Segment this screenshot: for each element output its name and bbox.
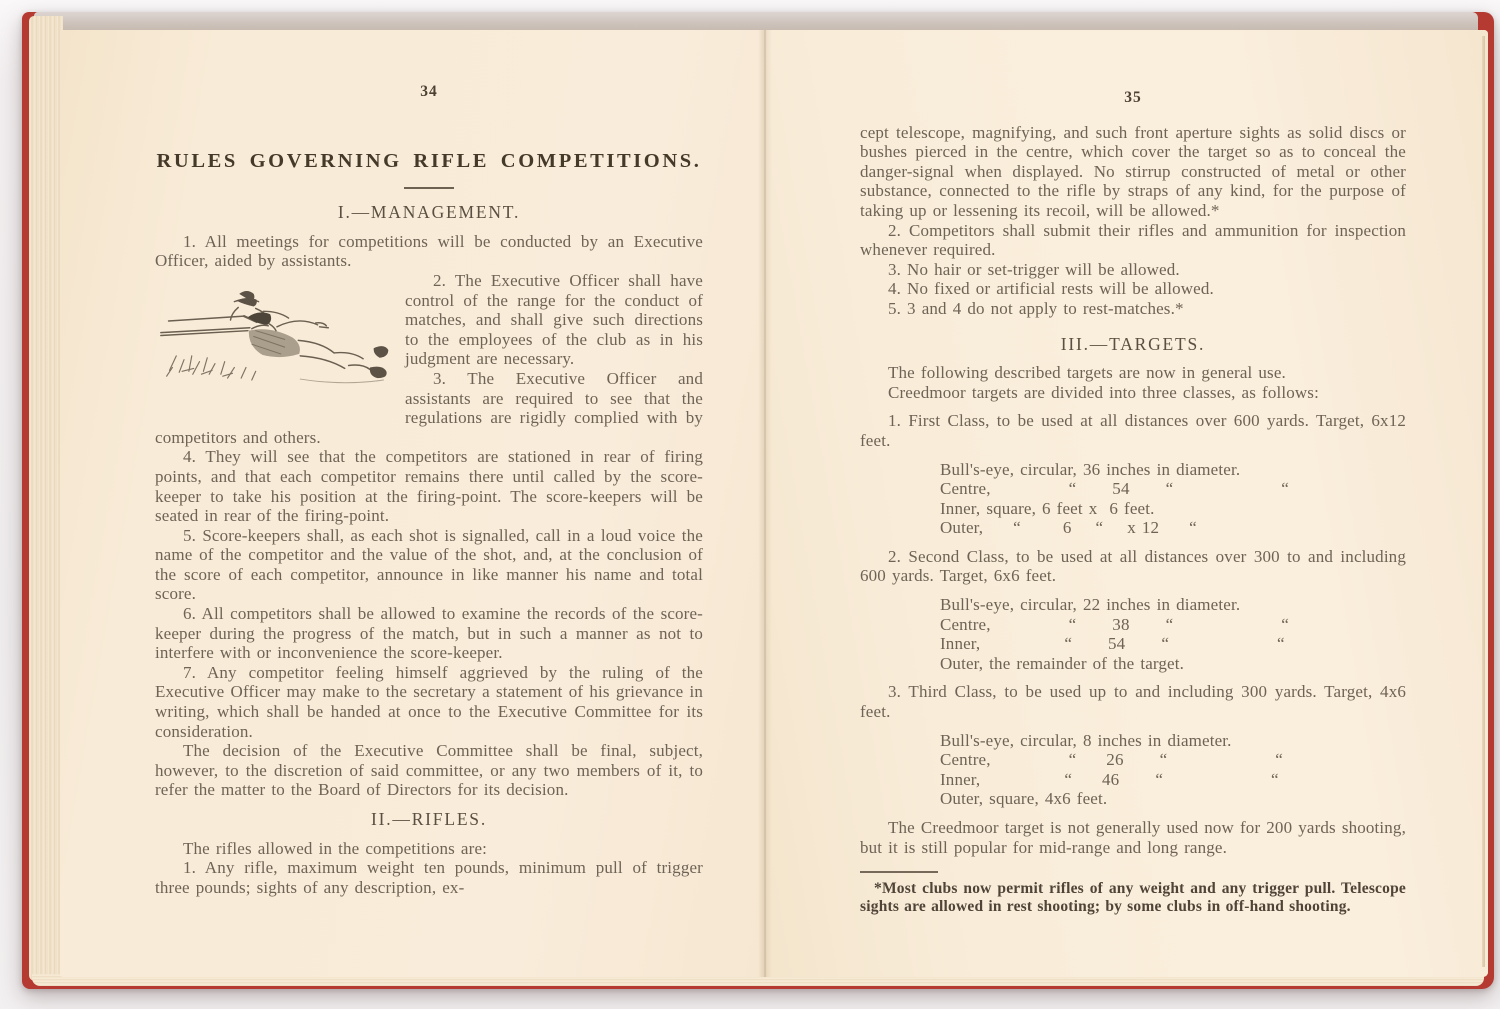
paragraph-management-8: The decision of the Executive Committee shall be final, subject, however, to the discretion of said committee, or any two members of it, to refer the matter to the Board of Directors for its decision. <box>155 741 703 800</box>
paragraph-targets-intro-1: The following described targets are now in general use. <box>888 363 1286 383</box>
paragraph-rifles-4: 4. No fixed or artificial rests will be allowed. <box>888 279 1214 299</box>
footnote-text: *Most clubs now permit rifles of any weight and any trigger pull. Telescope sights are allowed in rest shooting; by some clubs in off-hand shooting. <box>860 879 1406 915</box>
spec-line: Bull's-eye, circular, 36 inches in diameter. <box>940 459 1241 479</box>
third-class-target-specs <box>940 731 1406 809</box>
paragraph-third-class: 3. Third Class, to be used up to and including 300 yards. Target, 4x6 feet. <box>860 682 1406 722</box>
paragraph-management-4: 4. They will see that the competitors are stationed in rear of firing points, and that each competitor remains there until called by the score-keeper to take his position at the firing-point. The score-keepers will be seated in rear of the firing-point. <box>155 447 703 526</box>
page-title: RULES GOVERNING RIFLE COMPETITIONS. <box>156 149 702 172</box>
paragraph-rifles-continuation: cept telescope, magnifying, and such front aperture sights as solid discs or bushes pierced in the centre, which cover the target so as to conceal the danger-signal when displayed. No stirrup constructed of metal or other substance, connected to the rifle by straps of any kind, for the purpose of taking up or lessening its recoil, will be allowed.* <box>860 122 1406 220</box>
paragraph-management-5: 5. Score-keepers shall, as each shot is signalled, call in a loud voice the name of the competitor and the value of the shot, and, at the conclusion of the score of each competitor, announce in like manner his name and total score. <box>155 525 703 604</box>
section-heading-targets: III.—TARGETS. <box>1060 333 1206 354</box>
spec-line: Inner, “ 46 “ “ <box>940 769 1279 789</box>
first-class-target-specs <box>940 460 1406 538</box>
left-page-text-column <box>155 82 703 897</box>
page-stack-left-edge <box>29 16 63 981</box>
spec-line: Outer, “ 6 “ x 12 “ <box>940 518 1197 538</box>
spec-line: Centre, “ 54 “ “ <box>940 479 1289 499</box>
paragraph-rifles-5: 5. 3 and 4 do not apply to rest-matches.* <box>888 298 1184 318</box>
spec-line: Centre, “ 38 “ “ <box>940 614 1289 634</box>
section-heading-management: I.—MANAGEMENT. <box>337 202 521 223</box>
paragraph-management-2: 2. The Executive Officer shall have control of the range for the conduct of matches, and shall give such directions to the employees of the club as in his judgment are necessary. <box>405 270 703 369</box>
paragraph-management-3: 3. The Executive Officer and assistants are required to see that the regulations are rigidly complied with by competitors and others. <box>155 368 703 447</box>
paragraph-targets-intro-2: Creedmoor targets are divided into three classes, as follows: <box>888 382 1319 402</box>
paragraph-management-1: 1. All meetings for competitions will be conducted by an Executive Officer, aided by assistants. <box>155 231 703 271</box>
prone-riflemen-sketch <box>155 277 397 425</box>
spec-line: Centre, “ 26 “ “ <box>940 750 1283 770</box>
footnote-divider-rule <box>860 871 938 873</box>
book-gutter-crease <box>758 30 772 977</box>
spec-line: Outer, the remainder of the target. <box>940 653 1185 673</box>
paragraph-second-class: 2. Second Class, to be used at all distances over 300 to and including 600 yards. Target, 6x6 feet. <box>860 546 1406 586</box>
paragraph-rifles-3: 3. No hair or set-trigger will be allowed. <box>888 259 1180 279</box>
paragraph-first-class: 1. First Class, to be used at all distances over 600 yards. Target, 6x12 feet. <box>860 411 1406 450</box>
page-number-35: 35 <box>1124 89 1142 106</box>
paragraph-rifles-2: 2. Competitors shall submit their rifles and ammunition for inspection whenever required. <box>860 220 1406 260</box>
title-divider-rule <box>404 187 454 189</box>
prone-riflemen-illustration <box>155 277 397 425</box>
paragraph-management-7: 7. Any competitor feeling himself aggrieved by the ruling of the Executive Officer may make to the secretary a statement of his grievance in writing, which shall be handed at once to the Executive Committee for its consideration. <box>155 662 703 741</box>
right-page-fore-edge <box>1482 36 1485 967</box>
paragraph-rifles-intro: The rifles allowed in the competitions are: <box>183 838 488 858</box>
paragraph-rifles-1: 1. Any rifle, maximum weight ten pounds, minimum pull of trigger three pounds; sights of any description, ex- <box>155 858 703 897</box>
spec-line: Inner, “ 54 “ “ <box>940 634 1285 654</box>
second-class-target-specs <box>940 595 1406 673</box>
paragraph-creedmoor-closing: The Creedmoor target is not generally used now for 200 yards shooting, but it is still popular for mid-range and long range. <box>860 818 1406 857</box>
spec-line: Bull's-eye, circular, 8 inches in diameter. <box>940 730 1232 750</box>
spec-line: Outer, square, 4x6 feet. <box>940 789 1108 809</box>
spec-line: Inner, square, 6 feet x 6 feet. <box>940 498 1155 518</box>
right-page-text-column <box>860 88 1406 916</box>
section-heading-rifles: II.—RIFLES. <box>370 809 488 829</box>
paragraph-management-6: 6. All competitors shall be allowed to examine the records of the score-keeper during the progress of the match, but in such a manner as not to interfere with or inconvenience the score-keeper. <box>155 604 703 663</box>
spec-line: Bull's-eye, circular, 22 inches in diameter. <box>940 595 1241 615</box>
page-number-34: 34 <box>420 83 438 100</box>
